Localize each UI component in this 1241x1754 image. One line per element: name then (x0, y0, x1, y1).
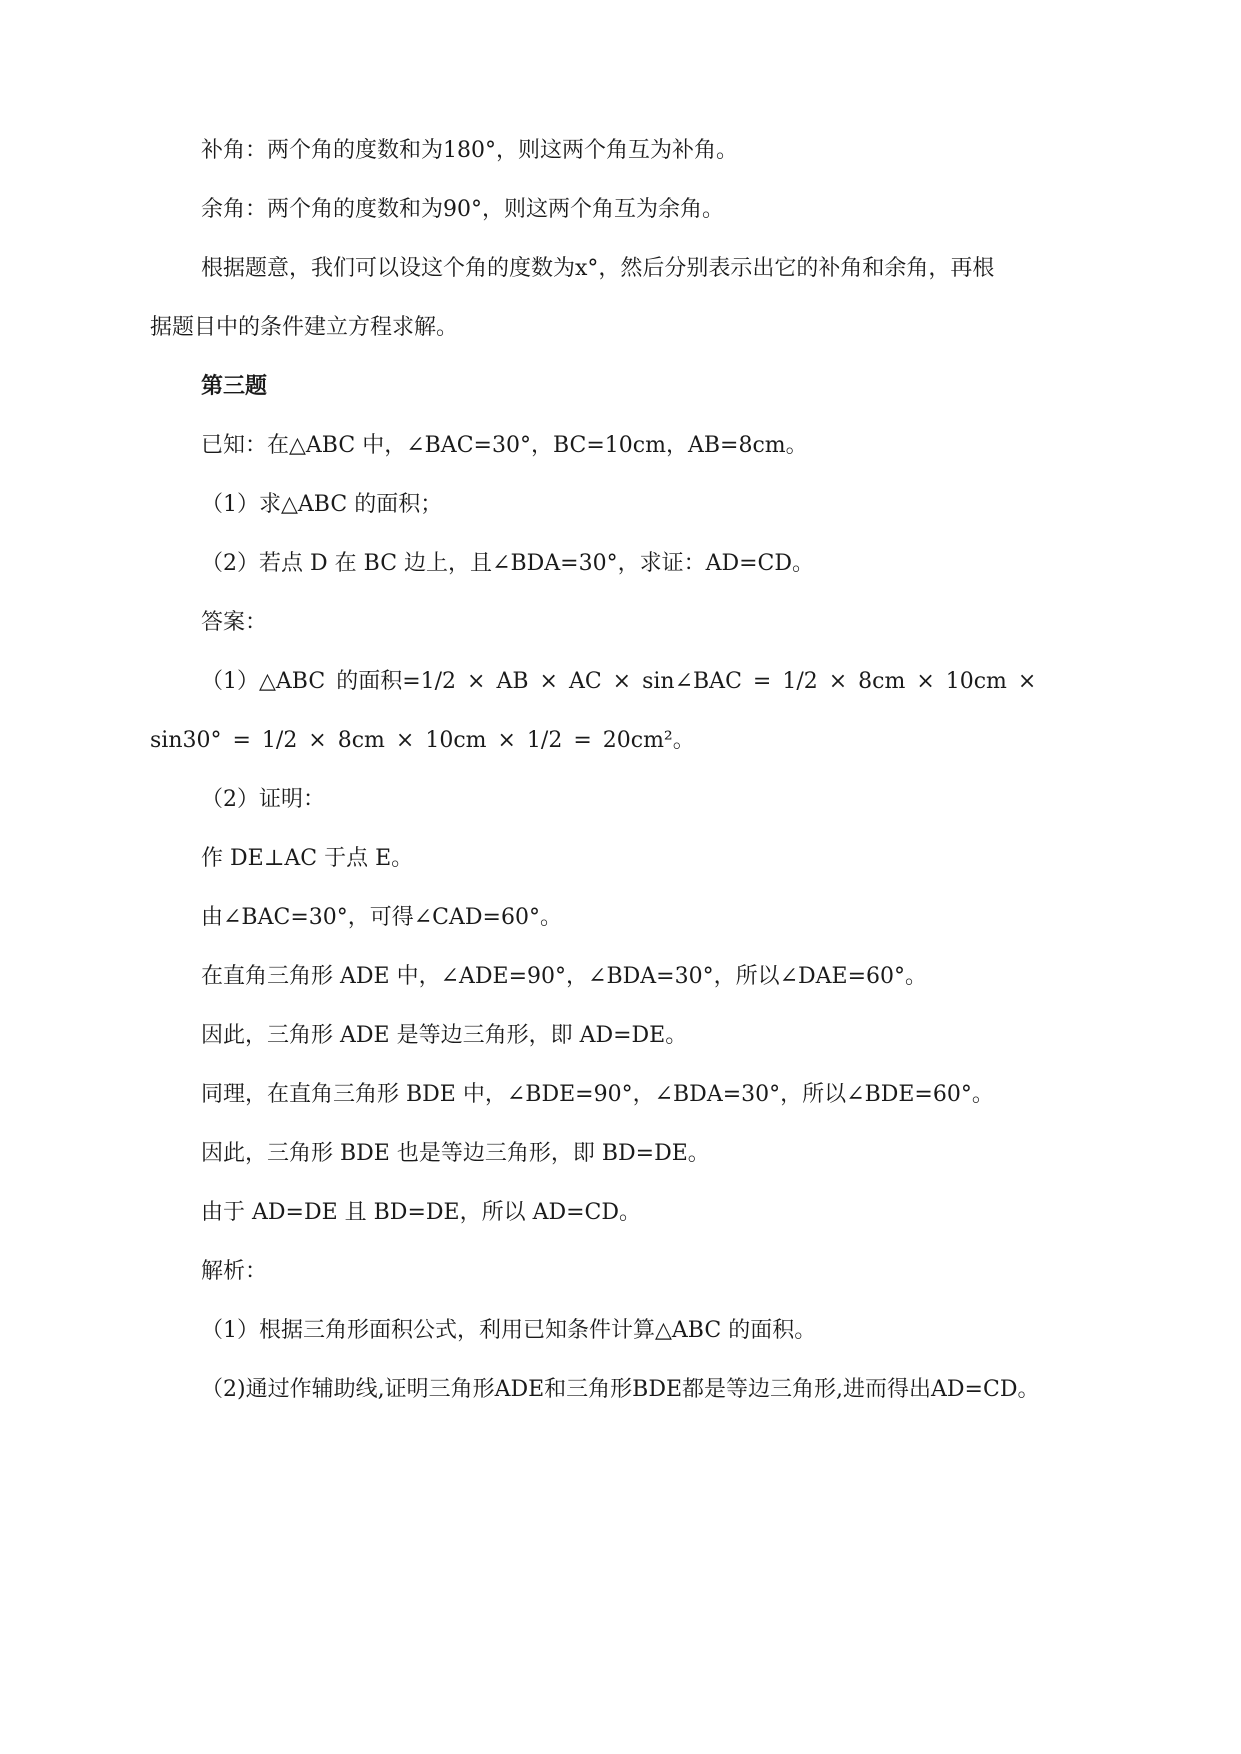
proof-step: 因此，三角形 BDE 也是等边三角形，即 BD=DE。 (201, 1141, 710, 1166)
proof-step: 由于 AD=DE 且 BD=DE，所以 AD=CD。 (201, 1200, 642, 1225)
method-text-line-1: 根据题意，我们可以设这个角的度数为x°，然后分别表示出它的补角和余角，再根 (201, 256, 995, 281)
method-text-line-2: 据题目中的条件建立方程求解。 (150, 315, 459, 340)
answer-1-line-1: （1）△ABC 的面积=1/2 × AB × AC × sin∠BAC = 1/2 × 8cm × 10cm × (201, 669, 1037, 694)
analysis-item: （1）根据三角形面积公式，利用已知条件计算△ABC 的面积。 (201, 1318, 817, 1343)
proof-step: 由∠BAC=30°，可得∠CAD=60°。 (201, 905, 562, 930)
problem-3-title: 第三题 (201, 374, 268, 399)
answer-label: 答案： (201, 610, 268, 635)
analysis-label: 解析： (201, 1259, 268, 1284)
problem-given: 已知：在△ABC 中，∠BAC=30°，BC=10cm，AB=8cm。 (201, 433, 808, 458)
complement-definition: 余角：两个角的度数和为90°，则这两个角互为余角。 (201, 197, 724, 222)
answer-2-label: （2）证明： (201, 787, 325, 812)
proof-step: 在直角三角形 ADE 中，∠ADE=90°，∠BDA=30°，所以∠DAE=60°。 (201, 964, 928, 989)
answer-1-line-2: sin30° = 1/2 × 8cm × 10cm × 1/2 = 20cm²。 (150, 728, 695, 753)
supplement-definition: 补角：两个角的度数和为180°，则这两个角互为补角。 (201, 138, 738, 163)
question-2: （2）若点 D 在 BC 边上，且∠BDA=30°，求证：AD=CD。 (201, 551, 815, 576)
proof-step: 因此，三角形 ADE 是等边三角形，即 AD=DE。 (201, 1023, 688, 1048)
question-1: （1）求△ABC 的面积； (201, 492, 443, 517)
proof-step: 作 DE⊥AC 于点 E。 (201, 846, 414, 871)
proof-step: 同理，在直角三角形 BDE 中，∠BDE=90°，∠BDA=30°，所以∠BDE=60°。 (201, 1082, 994, 1107)
analysis-item: （2)通过作辅助线,证明三角形ADE和三角形BDE都是等边三角形,进而得出AD=CD。 (201, 1377, 1040, 1402)
